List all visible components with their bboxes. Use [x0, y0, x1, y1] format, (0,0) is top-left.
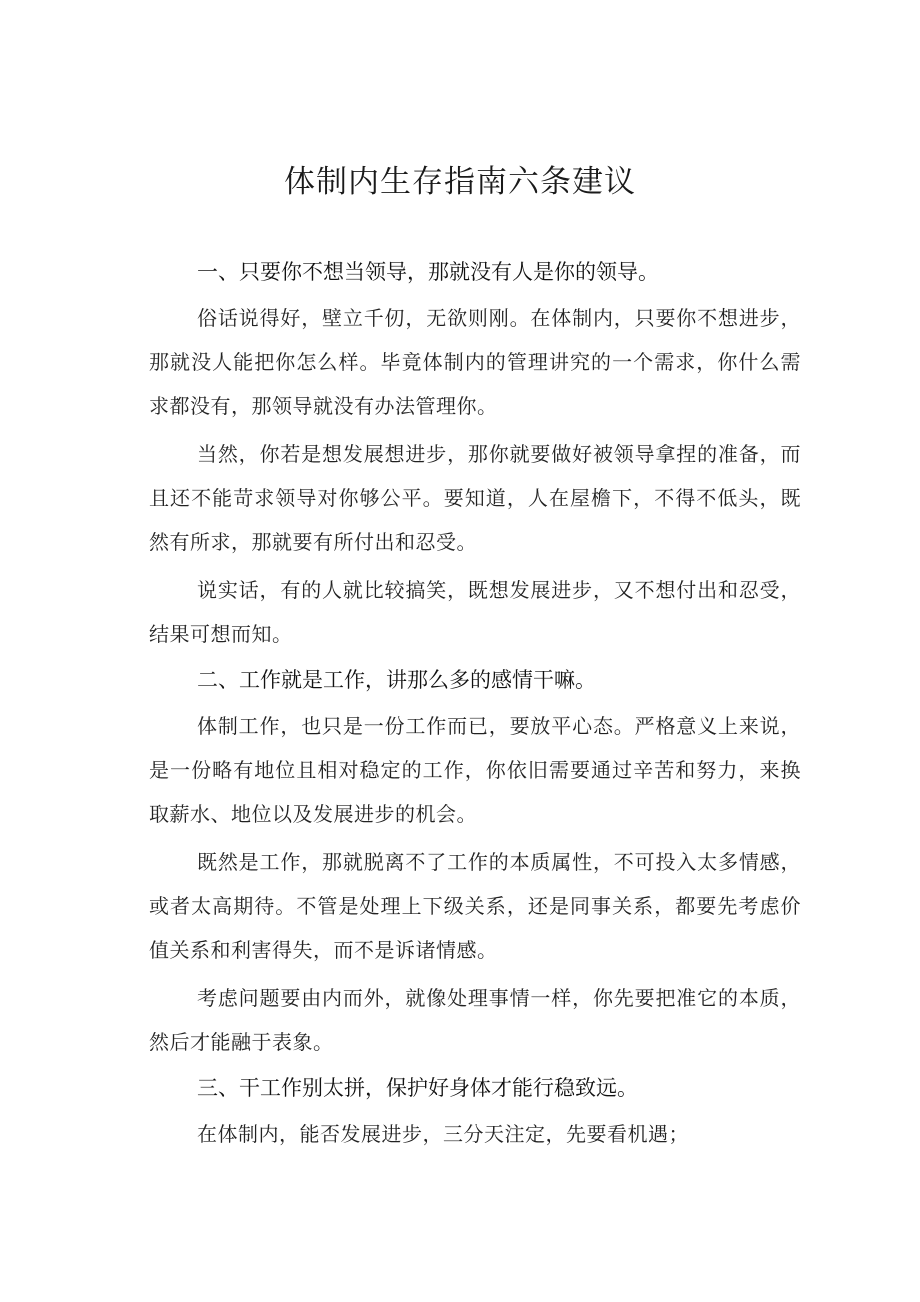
paragraph: 在体制内，能否发展进步，三分天注定，先要看机遇；	[197, 1122, 689, 1146]
paragraph: 当然，你若是想发展想进步，那你就要做好被领导拿捏的准备，而且还不能苛求领导对你够公平。要知道，人在屋檐下，不得不低头，既然有所求，那就要有所付出和忍受。	[149, 442, 801, 554]
paragraph: 说实话，有的人就比较搞笑，既想发展进步，又不想付出和忍受，结果可想而知。	[149, 578, 801, 646]
paragraph: 既然是工作，那就脱离不了工作的本质属性，不可投入太多情感，或者太高期待。不管是处理上下级关系，还是同事关系，都要先考虑价值关系和利害得失，而不是诉诸情感。	[149, 850, 801, 962]
document-body	[149, 252, 801, 1160]
section-heading: 二、工作就是工作，讲那么多的感情干嘛。	[197, 668, 596, 692]
paragraph: 考虑问题要由内而外，就像处理事情一样，你先要把准它的本质，然后才能融于表象。	[149, 986, 801, 1054]
section-heading: 一、只要你不想当领导，那就没有人是你的领导。	[197, 260, 659, 284]
paragraph: 俗话说得好，壁立千仞，无欲则刚。在体制内，只要你不想进步，那就没人能把你怎么样。毕竟体制内的管理讲究的一个需求，你什么需求都没有，那领导就没有办法管理你。	[149, 306, 801, 418]
paragraph: 体制工作，也只是一份工作而已，要放平心态。严格意义上来说，是一份略有地位且相对稳定的工作，你依旧需要通过辛苦和努力，来换取薪水、地位以及发展进步的机会。	[149, 714, 801, 826]
section-heading: 三、干工作别太拼，保护好身体才能行稳致远。	[197, 1076, 638, 1100]
document-title: 体制内生存指南六条建议	[284, 164, 636, 200]
